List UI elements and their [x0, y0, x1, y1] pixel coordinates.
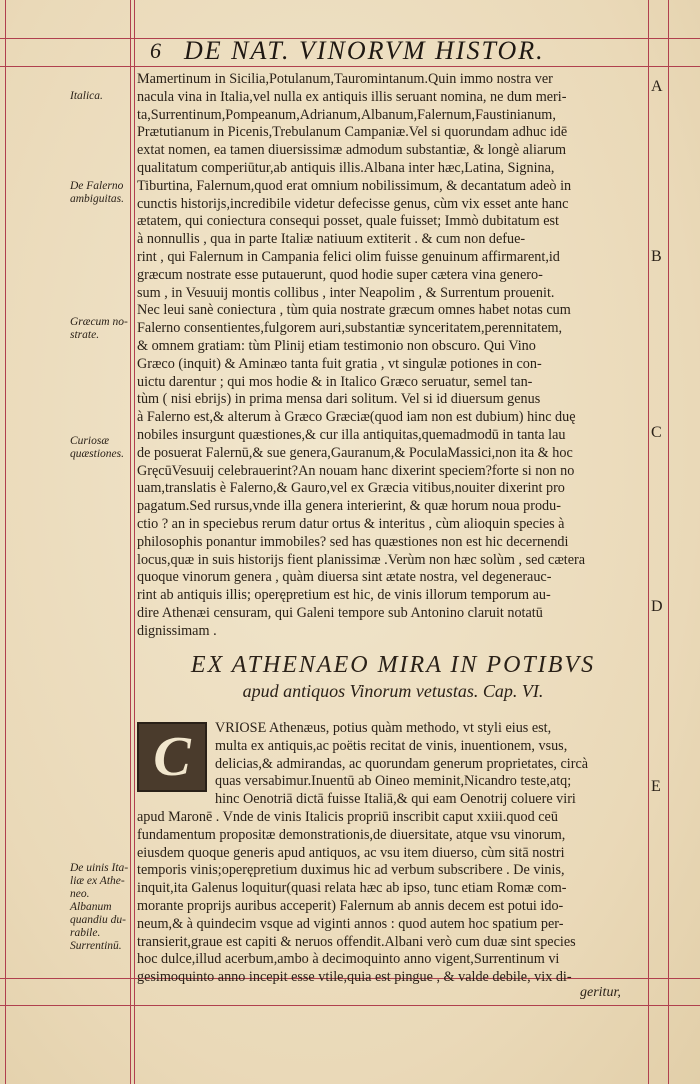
text-line: tùm ( nisi ebrijs) in prima mensa dari solitum. Vel si id diuersum genus: [137, 391, 541, 408]
chapter-heading: [137, 650, 649, 702]
rule-line: [134, 0, 135, 1084]
chapter-text: [137, 720, 649, 987]
section-letter-c: C: [651, 424, 662, 441]
text-line: Falerno consentientes,fulgorem auri,substantiæ synceritatem,perennitatem,: [137, 320, 563, 337]
text-line: Tiburtina, Falernum,quod erat omnium nobilissimum, & decantatum adeò in: [137, 177, 572, 194]
text-line: sum , in Vesuuij montis collibus , inter Neapolim , & Surrentum prouenit.: [137, 284, 555, 301]
text-line: inquit,ita Galenus loquitur(quasi relata hæc ab ipso, tunc etiam Romæ com-: [137, 880, 567, 897]
text-line: qualitatum comperiūtur,ab antiquis illis.Albana inter hæc,Latina, Signina,: [137, 159, 555, 176]
margin-note-curiosae: Curiosæ quæstiones.: [70, 435, 124, 460]
margin-note-devinis: De uinis Italiæ ex Atheneo. Albanum quandiu durabile. Surrentinū.: [70, 862, 129, 952]
text-line: transierit,graue est capiti & neruos offendit.Albani verò cum duæ sint species: [137, 933, 576, 950]
text-line: Prætutianum in Picenis,Trebulanum Campaniæ.Vel si quorundam adhuc idē: [137, 124, 568, 141]
section-letter-d: D: [651, 598, 663, 615]
text-line: Mamertinum in Sicilia,Potulanum,Tauromintanum.Quin immo nostra ver: [137, 71, 553, 87]
text-line: morante proprijs auribus acceperit) Falernum ab annis decem est potui ido-: [137, 897, 564, 914]
text-line: rint ab antiquis illis; operępretium est hic, de vinis illorum temporum au-: [137, 587, 551, 604]
text-line: extat nomen, ea tamen diuersissimæ admodum substantiæ, & longè aliarum: [137, 142, 567, 159]
text-line: dire Athenæi censuram, qui Galeni tempore sub Antonino claruit notatū: [137, 604, 543, 621]
drop-cap-letter: C: [153, 726, 191, 788]
text-line: de posuerat Falernū,& sue genera,Gauranum,& PoculaMassici,non ita & hoc: [137, 444, 573, 461]
text-line: ctio ? an in speciebus rerum datur ortus & interitus , cùm alioquin species à: [137, 515, 565, 532]
text-line: hinc Oenotriā dictā fuisse Italiā,& qui eam Oenotrij coluere viri: [215, 791, 576, 808]
text-line: fundamentum propositæ demonstrationis,de diuersitate, atque vsu vinorum,: [137, 826, 566, 843]
text-line: philosophis ponantur immobiles? sed has quæstiones non est hic decernendi: [137, 533, 569, 550]
rule-line: [0, 66, 700, 67]
text-line: nacula vina in Italia,vel nulla ex antiquis illis seruant nomina, ne dum meri-: [137, 88, 567, 105]
section-letter-a: A: [651, 78, 663, 95]
text-line: delicias,& admirandas, ac quorundam generum proprietates, circà: [215, 755, 589, 772]
text-line: apud Maronē . Vnde de vinis Italicis propriū inscribit caput xxiii.quod ceū: [137, 808, 558, 825]
text-line: neum,& à quindecim vsque ad viginti annos : quod autem hoc spatium per-: [137, 915, 564, 932]
text-line: & omnem gratiam: tùm Plinij etiam testimonio non obscuro. Qui Vino: [137, 337, 536, 354]
section-letter-e: E: [651, 778, 661, 795]
rule-line: [0, 1005, 700, 1006]
text-line: ta,Surrentinum,Pompeanum,Adrianum,Albanum,Falernum,Faustinianum,: [137, 106, 556, 123]
text-line: à Falerno est,& alterum à Græco Græciæ(quod iam non est dubium) hinc duę: [137, 409, 576, 426]
text-line: Nec leui sanè coniectura , tùm quia nostrate græcum omnes habet notas cum: [137, 302, 571, 319]
text-line: à nonnullis , qua in parte Italiæ natiuum extiterit . & cum non defue-: [137, 231, 526, 248]
text-line: Græco (inquit) & Aminæo tanta fuit gratia , vt singulæ potiones in con-: [137, 355, 542, 372]
text-line: temporis vinis;operępretium duximus hic ad verbum subscribere . De vinis,: [137, 862, 565, 879]
text-line: gesimoquinto anno incepit esse vtile,quia est pingue , & valde debile, vix di-: [137, 969, 572, 986]
text-line: eiusdem quoque generis apud antiquos, ac vsu item diuerso, cùm sitā nostri: [137, 844, 565, 861]
body-text: [137, 71, 649, 641]
chapter-title: EX ATHENAEO MIRA IN POTIBVS: [190, 652, 596, 678]
text-line: GręcūVesuuij celebrauerint?An nouam hanc dixerint speciem?forte si non no: [137, 462, 575, 479]
margin-note-italica: Italica.: [70, 90, 103, 102]
text-line: locus,quæ in suis historijs fient planissimæ .Verùm non hæc solùm , sed cætera: [137, 551, 586, 568]
rule-line: [5, 0, 6, 1084]
margin-note-falerno: De Falerno ambiguitas.: [70, 180, 124, 205]
text-line: dignissimam .: [137, 622, 217, 639]
text-line: cunctis historijs,incredibile videtur defecisse genus, cùm vix esset ante hanc: [137, 195, 569, 212]
text-line: pagatum.Sed rursus,vnde illa genera interierint, & quæ horum noua produ-: [137, 498, 561, 515]
text-line: hoc dulce,illud acerbum,ambo à decimoquinto anno vigent,Surrentinum vi: [137, 951, 560, 968]
text-line: uam,translatis è Falerno,& Gauro,vel ex Græcia vitibus,nouiter dixerint pro: [137, 480, 565, 497]
text-line: ætatem, qui coniectura consequi posset, quale fuisset; Immò dubitatum est: [137, 213, 559, 230]
rule-line: [130, 0, 131, 1084]
text-line: nobiles insurgunt quæstiones,& cur illa antiquitas,quemadmodū in tanta lau: [137, 426, 566, 443]
catchword: geritur,: [580, 985, 621, 1000]
chapter-subtitle: apud antiquos Vinorum vetustas. Cap. VI.: [242, 681, 544, 701]
page-number: 6: [150, 38, 162, 63]
text-line: græcum nostrate esse putauerunt, quod hodie super cætera vina genero-: [137, 266, 543, 283]
text-line: rint , qui Falernum in Campania felici olim fuisse genuinum affirmarent,id: [137, 248, 560, 265]
rule-line: [668, 0, 669, 1084]
text-line: multa ex antiquis,ac poëtis recitat de vinis, inuentionem, vsus,: [215, 737, 568, 754]
text-line: quoque vinorum genera , quàm diuersa sint ætate nostra, vel degenerauc-: [137, 569, 552, 586]
margin-note-graecum: Græcum nostrate.: [70, 316, 128, 341]
running-title: DE NAT. VINORVM HISTOR.: [184, 36, 545, 65]
running-header: [150, 37, 650, 65]
text-line: quas versabimur.Inuentū ab Oineo meminit,Nicandro teste,atq;: [215, 773, 572, 790]
section-letter-b: B: [651, 248, 662, 265]
text-line: uictu darentur ; qui mos hodie & in Italico Græco seruatur, semel tan-: [137, 373, 533, 390]
text-line: VRIOSE Athenæus, potius quàm methodo, vt styli eius est,: [215, 720, 552, 736]
